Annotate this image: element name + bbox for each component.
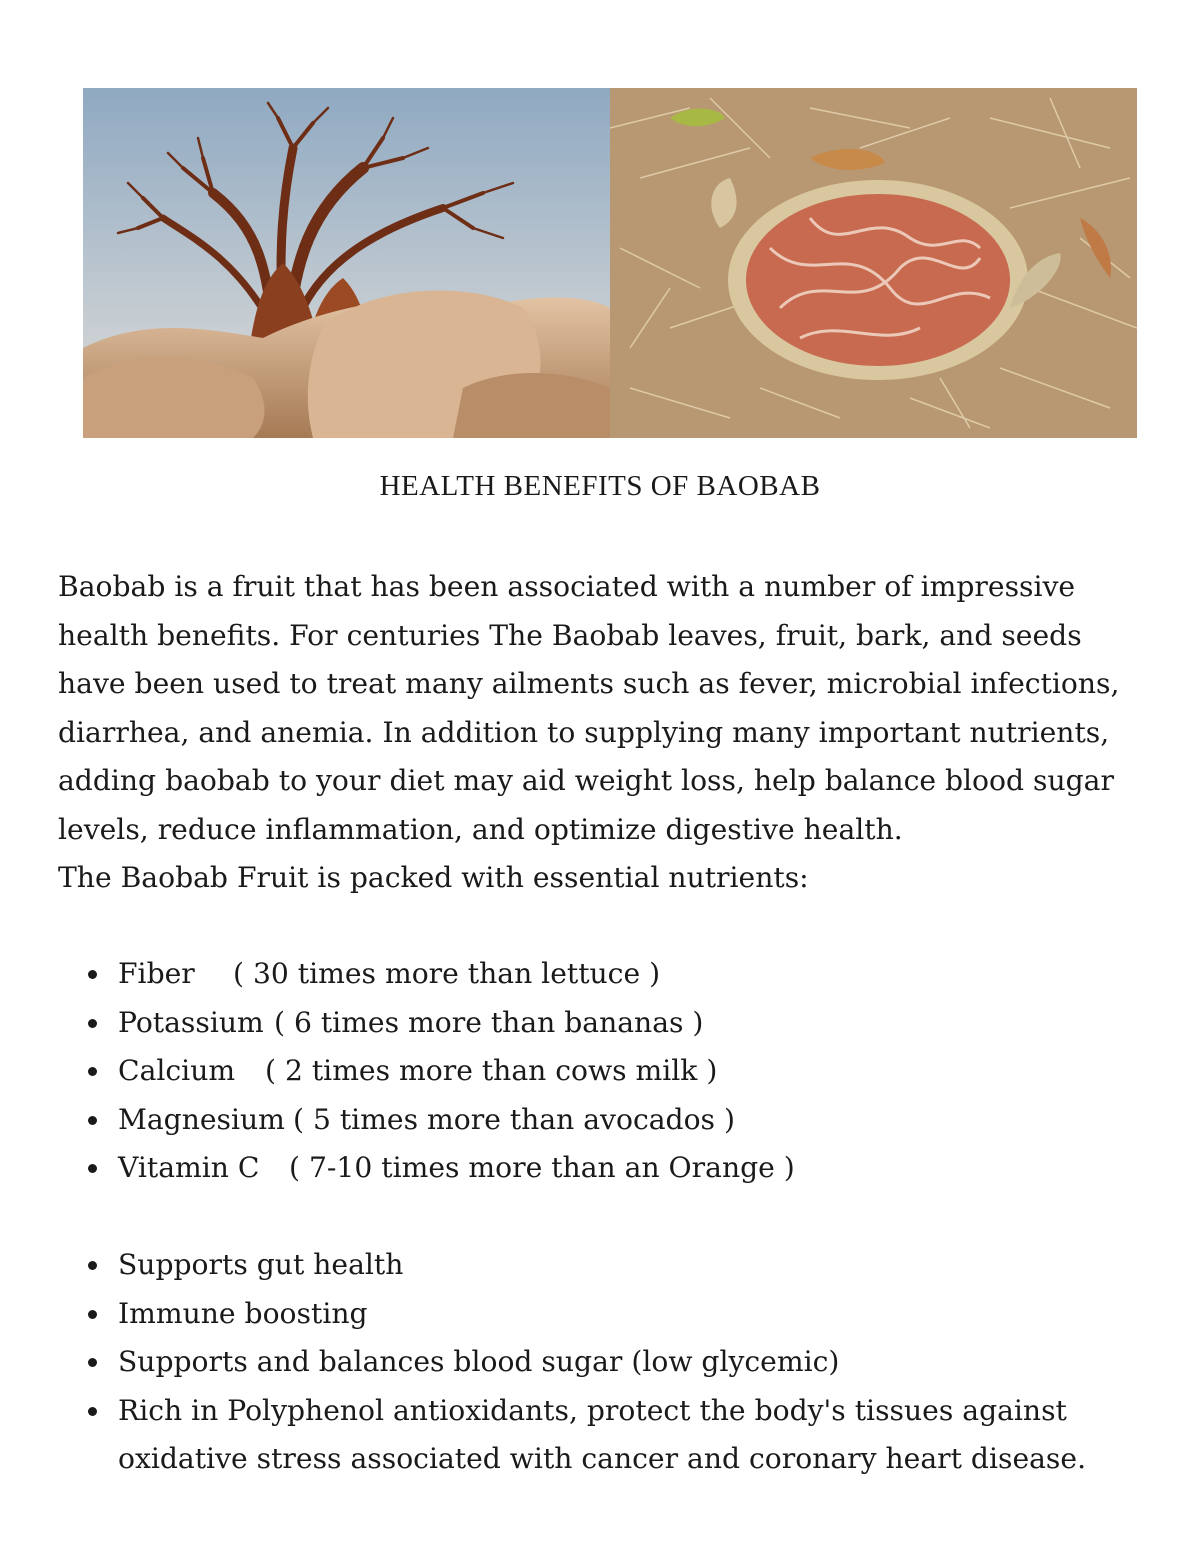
nutrient-detail: ( 7-10 times more than an Orange )	[289, 1151, 795, 1184]
list-item	[58, 1144, 1158, 1193]
list-item	[58, 1096, 1158, 1145]
list-item: Supports and balances blood sugar (low glycemic)	[58, 1338, 1158, 1387]
nutrient-detail: ( 6 times more than bananas )	[274, 1005, 704, 1039]
list-item	[58, 1047, 1158, 1096]
benefits-list	[58, 1241, 1158, 1484]
nutrient-name: Magnesium	[118, 1102, 285, 1136]
nutrient-name: Calcium	[118, 1054, 236, 1087]
list-item	[58, 950, 1158, 999]
hero-images	[83, 88, 1137, 438]
nutrient-detail: ( 5 times more than avocados )	[293, 1102, 735, 1136]
list-item: Immune boosting	[58, 1290, 1158, 1339]
page-title: HEALTH BENEFITS OF BAOBAB	[379, 470, 821, 502]
baobab-tree-photo	[83, 88, 610, 438]
nutrient-name: Vitamin C	[118, 1151, 260, 1184]
nutrient-detail: ( 30 times more than lettuce )	[233, 957, 661, 990]
list-item	[58, 999, 1158, 1048]
intro-section	[58, 563, 1158, 903]
intro-paragraph: Baobab is a fruit that has been associated with a number of impressive health benefits. For centuries The Baobab leaves, fruit, bark, and seeds have been used to treat many ailments such as fever, microbial infections, diarrhea, and anemia. In addition to supplying many important nutrients, adding baobab to your diet may aid weight loss, help balance blood sugar levels, reduce inflammation, and optimize digestive health.	[58, 570, 1120, 846]
nutrient-name: Fiber	[118, 957, 195, 990]
nutrients-intro: The Baobab Fruit is packed with essential nutrients:	[58, 861, 809, 894]
nutrient-detail: ( 2 times more than cows milk )	[265, 1054, 718, 1087]
baobab-fruit-photo	[610, 88, 1137, 438]
list-item: Supports gut health	[58, 1241, 1158, 1290]
nutrient-name: Potassium	[118, 1005, 264, 1039]
list-item: Rich in Polyphenol antioxidants, protect the body's tissues against oxidative stress associated with cancer and coronary heart disease.	[58, 1387, 1158, 1484]
nutrients-list	[58, 950, 1158, 1193]
